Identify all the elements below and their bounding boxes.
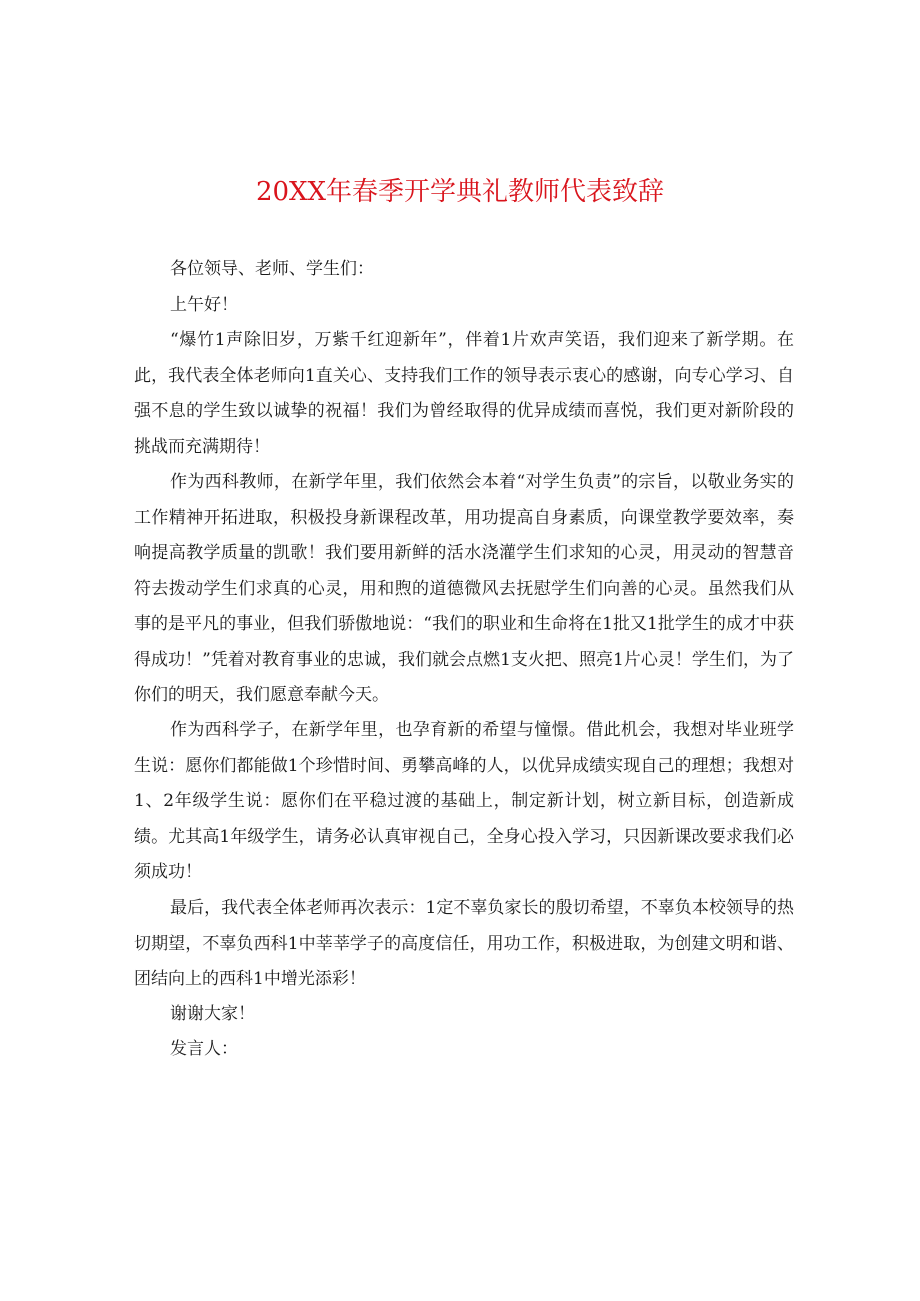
thanks-line	[134, 997, 794, 1033]
greeting-text: 各位领导、老师、学生们：	[170, 259, 374, 279]
speaker-label: 发言人：	[170, 1039, 238, 1059]
paragraph-1	[134, 323, 794, 465]
paragraph-2	[134, 465, 794, 714]
thanks-text: 谢谢大家！	[170, 1004, 255, 1024]
paragraph-text: 最后，我代表全体老师再次表示：1定不辜负家长的殷切希望，不辜负本校领导的热切期望，不辜负西科1中莘莘学子的高度信任，用功工作，积极进取，为创建文明和谐、团结向上的西科1中增光添彩！	[134, 898, 794, 989]
paragraph-text: 作为西科学子，在新学年里，也孕育新的希望与憧憬。借此机会，我想对毕业班学生说：愿你们都能做1个珍惜时间、勇攀高峰的人，以优异成绩实现自己的理想；我想对1、2年级学生说：愿你们在平稳过渡的基础上，制定新计划，树立新目标，创造新成绩。尤其高1年级学生，请务必认真审视自己，全身心投入学习，只因新课改要求我们必须成功！	[134, 720, 794, 882]
document-title: 20XX年春季开学典礼教师代表致辞	[255, 177, 665, 207]
hello-text: 上午好！	[170, 295, 238, 315]
greeting-line	[134, 252, 794, 288]
paragraph-text: 作为西科教师，在新学年里，我们依然会本着“对学生负责”的宗旨，以敬业务实的工作精神开拓进取，积极投身新课程改革，用功提高自身素质，向课堂教学要效率，奏响提高教学质量的凯歌！我们要用新鲜的活水浇灌学生们求知的心灵，用灵动的智慧音符去拨动学生们求真的心灵，用和煦的道德微风去抚慰学生们向善的心灵。虽然我们从事的是平凡的事业，但我们骄傲地说：“我们的职业和生命将在1批又1批学生的成才中获得成功！”凭着对教育事业的忠诚，我们就会点燃1支火把、照亮1片心灵！学生们，为了你们的明天，我们愿意奉献今天。	[134, 472, 794, 705]
paragraph-4	[134, 891, 794, 998]
paragraph-3	[134, 713, 794, 891]
paragraph-text: “爆竹1声除旧岁，万紫千红迎新年”，伴着1片欢声笑语，我们迎来了新学期。在此，我代表全体老师向1直关心、支持我们工作的领导表示衷心的感谢，向专心学习、自强不息的学生致以诚挚的祝福！我们为曾经取得的优异成绩而喜悦，我们更对新阶段的挑战而充满期待！	[134, 330, 794, 457]
hello-line	[134, 288, 794, 324]
speaker-line	[134, 1032, 794, 1068]
